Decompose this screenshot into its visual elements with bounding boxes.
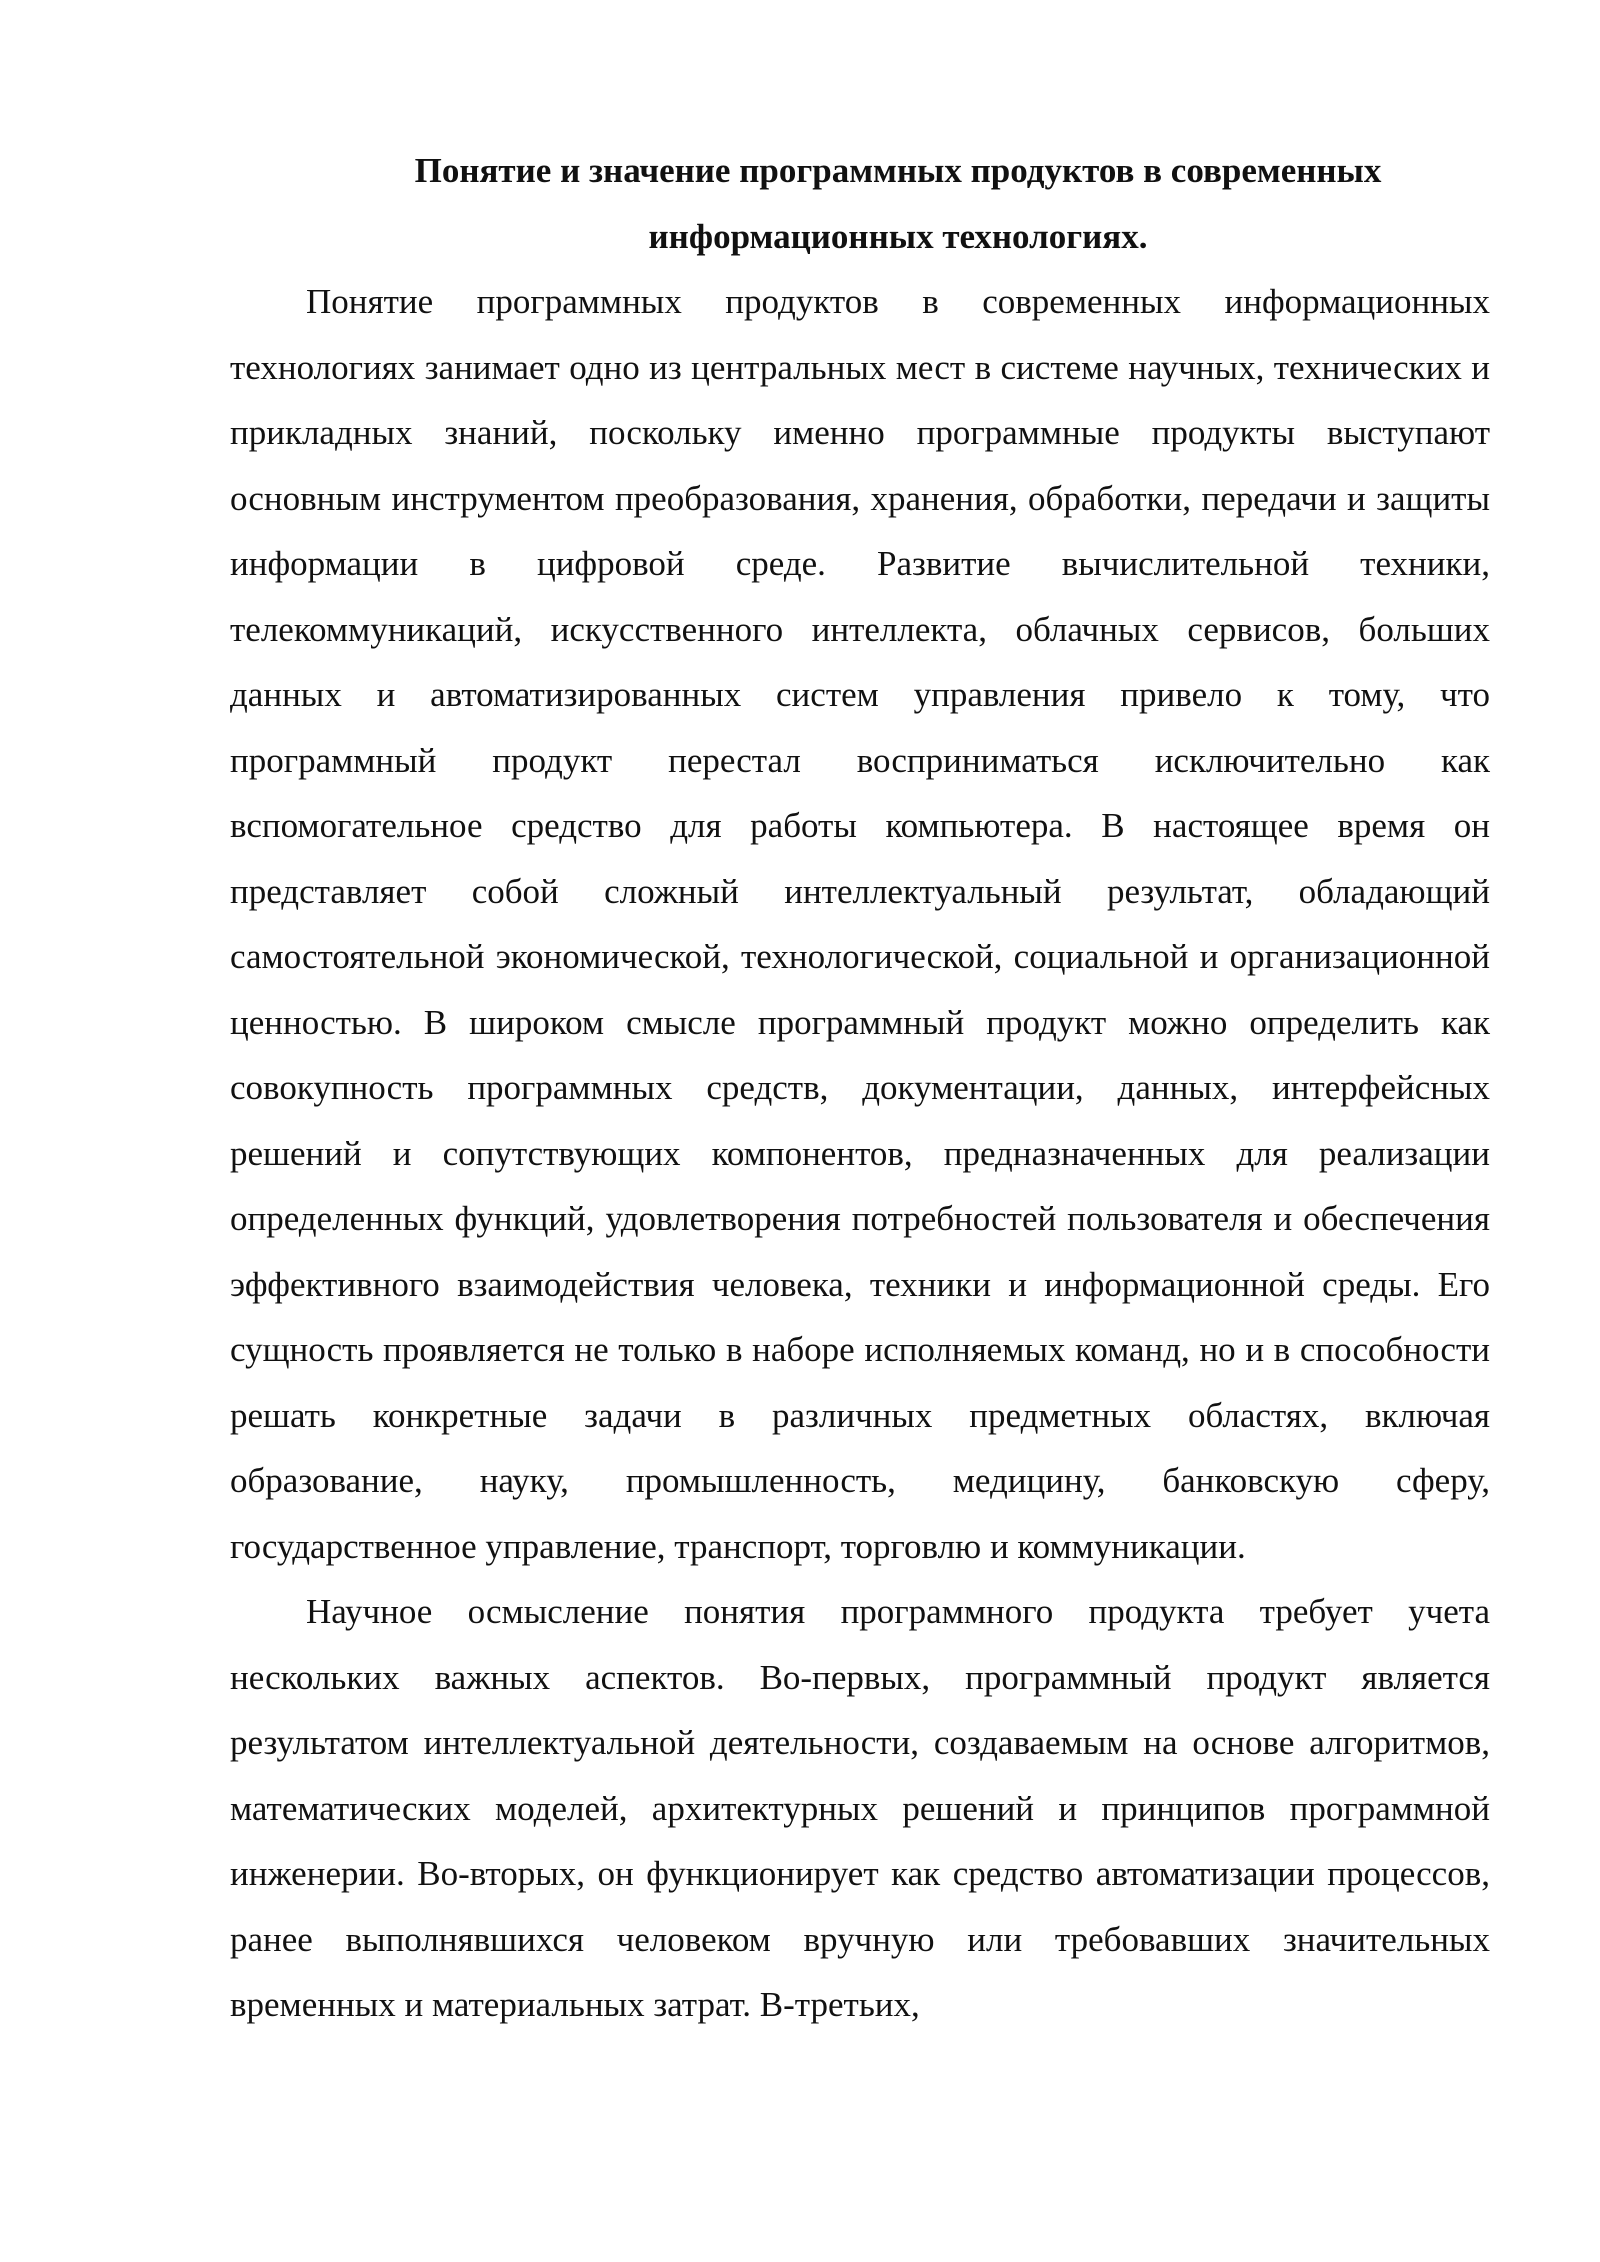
title-line-2: информационных технологиях. xyxy=(648,216,1148,256)
paragraph-1: Понятие программных продуктов в современных информационных технологиях занимает одно из центральных мест в системе научных, технических и прикладных знаний, поскольку именно программные продукты выступают основным инструментом преобразования, хранения, обработки, передачи и защиты информации в цифровой среде. Развитие вычислительной техники, телекоммуникаций, искусственного интеллекта, облачных сервисов, больших данных и автоматизированных систем управления привело к тому, что программный продукт перестал восприниматься исключительно как вспомогательное средство для работы компьютера. В настоящее время он представляет собой сложный интеллектуальный результат, обладающий самостоятельной экономической, технологической, социальной и организационной ценностью. В широком смысле программный продукт можно определить как совокупность программных средств, документации, данных, интерфейсных решений и сопутствующих компонентов, предназначенных для реализации определенных функций, удовлетворения потребностей пользователя и обеспечения эффективного взаимодействия человека, техники и информационной среды. Его сущность проявляется не только в наборе исполняемых команд, но и в способности решать конкретные задачи в различных предметных областях, включая образование, науку, промышленность, медицину, банковскую сферу, государственное управление, транспорт, торговлю и коммуникации. xyxy=(230,282,1490,1566)
document-title xyxy=(230,138,1490,269)
title-line-1: Понятие и значение программных продуктов в современных xyxy=(414,151,1382,190)
document-body xyxy=(230,138,1490,2038)
paragraph-2: Научное осмысление понятия программного продукта требует учета нескольких важных аспектов. Во-первых, программный продукт является результатом интеллектуальной деятельности, создаваемым на основе алгоритмов, математических моделей, архитектурных решений и принципов программной инженерии. Во-вторых, он функционирует как средство автоматизации процессов, ранее выполнявшихся человеком вручную или требовавших значительных временных и материальных затрат. В-третьих, xyxy=(230,1592,1490,2024)
